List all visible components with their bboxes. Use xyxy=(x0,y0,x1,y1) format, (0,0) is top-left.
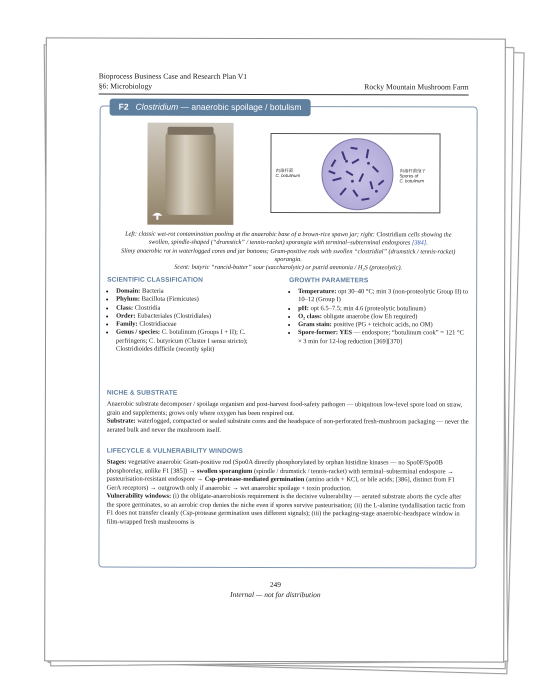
caption-line1: Left: classic wet-rot contamination pooling at the anaerobic base of a brown-rice spawn jar; right: xyxy=(125,230,377,239)
clostridium-illustration xyxy=(270,133,440,213)
caption-genus: Clostridium xyxy=(376,231,407,239)
spawn-jar-photo xyxy=(147,123,233,225)
jar-lid xyxy=(168,127,214,135)
item-key: Order: xyxy=(116,312,136,320)
list-item xyxy=(298,288,469,305)
heading-growth: GROWTH PARAMETERS xyxy=(289,277,369,285)
growth-list xyxy=(289,288,469,347)
stages-text-c: (spindle / drumstick / tennis-racket) with terminal–subterminal endospore → pasteurisation-resistant endospore → xyxy=(106,467,454,483)
illustration-label-spores xyxy=(399,168,425,183)
item-value: positive (PG + teichoic acids, no OM) xyxy=(333,321,433,329)
company-name: Rocky Mountain Mushroom Farm xyxy=(364,82,469,92)
card-organism: Clostridium xyxy=(135,101,179,112)
lifecycle-paragraph xyxy=(107,459,469,528)
organism-card xyxy=(98,101,477,569)
caption-line4: Scent: butyric “rancid-butter” sour (saccharolytic) or putrid ammonia / H₂S (proteolytic). xyxy=(174,263,403,272)
substrate-label: Substrate: xyxy=(106,417,136,425)
substrate-text: waterlogged, compacted or sealed substrate cores and the headspace of non-perforated fresh-mushroom packaging — never the aerated bulk and never the mushroom itself. xyxy=(106,417,469,434)
item-value: Bacteria xyxy=(141,287,164,295)
item-key: pH: xyxy=(298,304,309,312)
heading-niche: NICHE & SUBSTRATE xyxy=(106,389,178,397)
item-value: obligate anaerobe (low Eh required) xyxy=(323,313,418,321)
caption-line3: Slimy anaerobic rot in waterlogged cores and jar bottoms; Gram-positive rods with swollen “clostridial” (drumstick / tennis-racket) sporangia. xyxy=(121,247,456,263)
jar-shape xyxy=(165,131,215,215)
list-item xyxy=(298,330,469,347)
item-key: Family: xyxy=(116,320,138,328)
item-value: Bacillota (Firmicutes) xyxy=(141,295,199,304)
rods-graphic xyxy=(322,139,392,209)
card-title xyxy=(110,99,311,117)
item-key: Phylum: xyxy=(116,295,140,303)
illustration-label-cells xyxy=(275,168,300,178)
item-key: Spore-former: YES xyxy=(298,329,353,337)
stages-label: Stages: xyxy=(106,458,127,466)
item-value: C. botulinum (Groups I + II); C. perfringens; C. butyricum (Cluster I sensu stricto); Clostridioides difficile (recently split) xyxy=(115,329,248,353)
stages-text-a: vegetative anaerobic Gram-positive rod (Spo0A directly phosphorylated by orphan histidine kinases — no Spo0F/Spo0B phosphorelay, unlike F1 [385]) → xyxy=(106,458,443,475)
card-tag: F2 xyxy=(118,101,129,112)
mushroom-logo-icon xyxy=(151,211,163,221)
item-value: — endospore; “botulinum cook” = 121 °C × 3 min for 12-log reduction [369][370] xyxy=(298,329,464,346)
cell-field xyxy=(321,138,393,210)
figure-caption: Left: classic wet-rot contamination pooling at the anaerobic base of a brown-rice spawn jar; right: Clostridium cells showing the swollen, spindle-shaped (“drumstick” / tennis-racket) sporangia with terminal–subterminal endospores [384]. Slimy anaerobic rot in waterlogged cores and jar bottoms; Gram-positive rods with swollen “clostridial” (drumstick / tennis-racket) sporangia. Scent: butyric “rancid-butter” sour (saccharolytic) or putrid ammonia / H₂S (proteolytic). xyxy=(121,230,456,272)
vulnerability-label: Vulnerability windows: xyxy=(106,492,172,500)
stages-text-d: Csp-protease-mediated germination xyxy=(204,475,305,484)
cells-label-en: C. botulinum xyxy=(275,173,301,179)
stages-text-b: swollen sporangium xyxy=(196,467,253,475)
card-subtitle: — anaerobic spoilage / botulism xyxy=(180,101,302,113)
item-value: Clostridiaceae xyxy=(139,320,177,328)
citation-384[interactable]: [384] xyxy=(411,239,427,247)
section-label: §6: Microbiology xyxy=(98,81,153,91)
item-value: Eubacteriales (Clostridiales) xyxy=(137,312,212,320)
heading-lifecycle: LIFECYCLE & VULNERABILITY WINDOWS xyxy=(106,447,243,455)
item-value: opt 6.5–7.5; min 4.6 (proteolytic botulinum) xyxy=(310,304,426,312)
page-number: 249 xyxy=(269,579,281,590)
niche-text: Anaerobic substrate decomposer / spoilage organism and post-harvest food-safety pathogen — ubiquitous low-level spore load on straw, grain and supplements; grows only where oxygen has been respired out. xyxy=(106,400,463,417)
item-key: Gram stain: xyxy=(298,321,332,329)
vulnerability-text: (i) the obligate-anaerobiosis requirement is the decisive vulnerability — aerated substrate aborts the cycle after the spore germinates, so an aerobic crop denies the niche even if spores survive pasteurisation; (ii) the L-alanine tyndallisation tactic from F1 does not transfer cleanly (Csp-protease germination uses different signals); (iii) the packaging-stage anaerobic-headspace window in film-wrapped fresh mushrooms is xyxy=(106,492,466,526)
running-header xyxy=(99,72,469,93)
item-key: Class: xyxy=(116,304,134,312)
classification-list xyxy=(107,288,277,355)
spores-label-en1: Spores of xyxy=(399,173,419,179)
item-value: opt 30–40 °C; min 3 (non-proteolytic Group II) to 10–12 (Group I) xyxy=(298,288,469,304)
item-key: Temperature: xyxy=(298,288,337,296)
stages-text-e: (amino acids + KCl, or bile acids; [386], distinct from F1 GerA receptors) → outgrowth only if anaerobic → wet anaerobic spoilage + toxin production. xyxy=(106,476,455,492)
caption-line2: cells showing the swollen, spindle-shaped (“drumstick” / tennis-racket) sporangia with terminal–subterminal endospores xyxy=(148,231,452,247)
item-key: O₂ class: xyxy=(298,312,322,321)
page-footer xyxy=(90,580,460,601)
doc-title: Bioprocess Business Case and Research Plan V1 xyxy=(98,71,248,81)
heading-classification: SCIENTIFIC CLASSIFICATION xyxy=(107,276,203,284)
niche-paragraph xyxy=(107,401,469,436)
item-key: Genus / species: xyxy=(116,329,161,337)
item-value: Clostridia xyxy=(134,304,161,312)
cells-label-cn: 肉毒杆菌 xyxy=(275,168,294,174)
item-key: Domain: xyxy=(116,287,141,295)
list-item xyxy=(116,329,277,354)
spores-label-en2: C. botulinum xyxy=(399,178,425,184)
spores-label-cn: 肉毒杆菌孢子 xyxy=(399,168,426,174)
header-rule xyxy=(99,94,469,96)
distribution-note: Internal — not for distribution xyxy=(230,589,321,600)
document-page xyxy=(44,37,506,662)
